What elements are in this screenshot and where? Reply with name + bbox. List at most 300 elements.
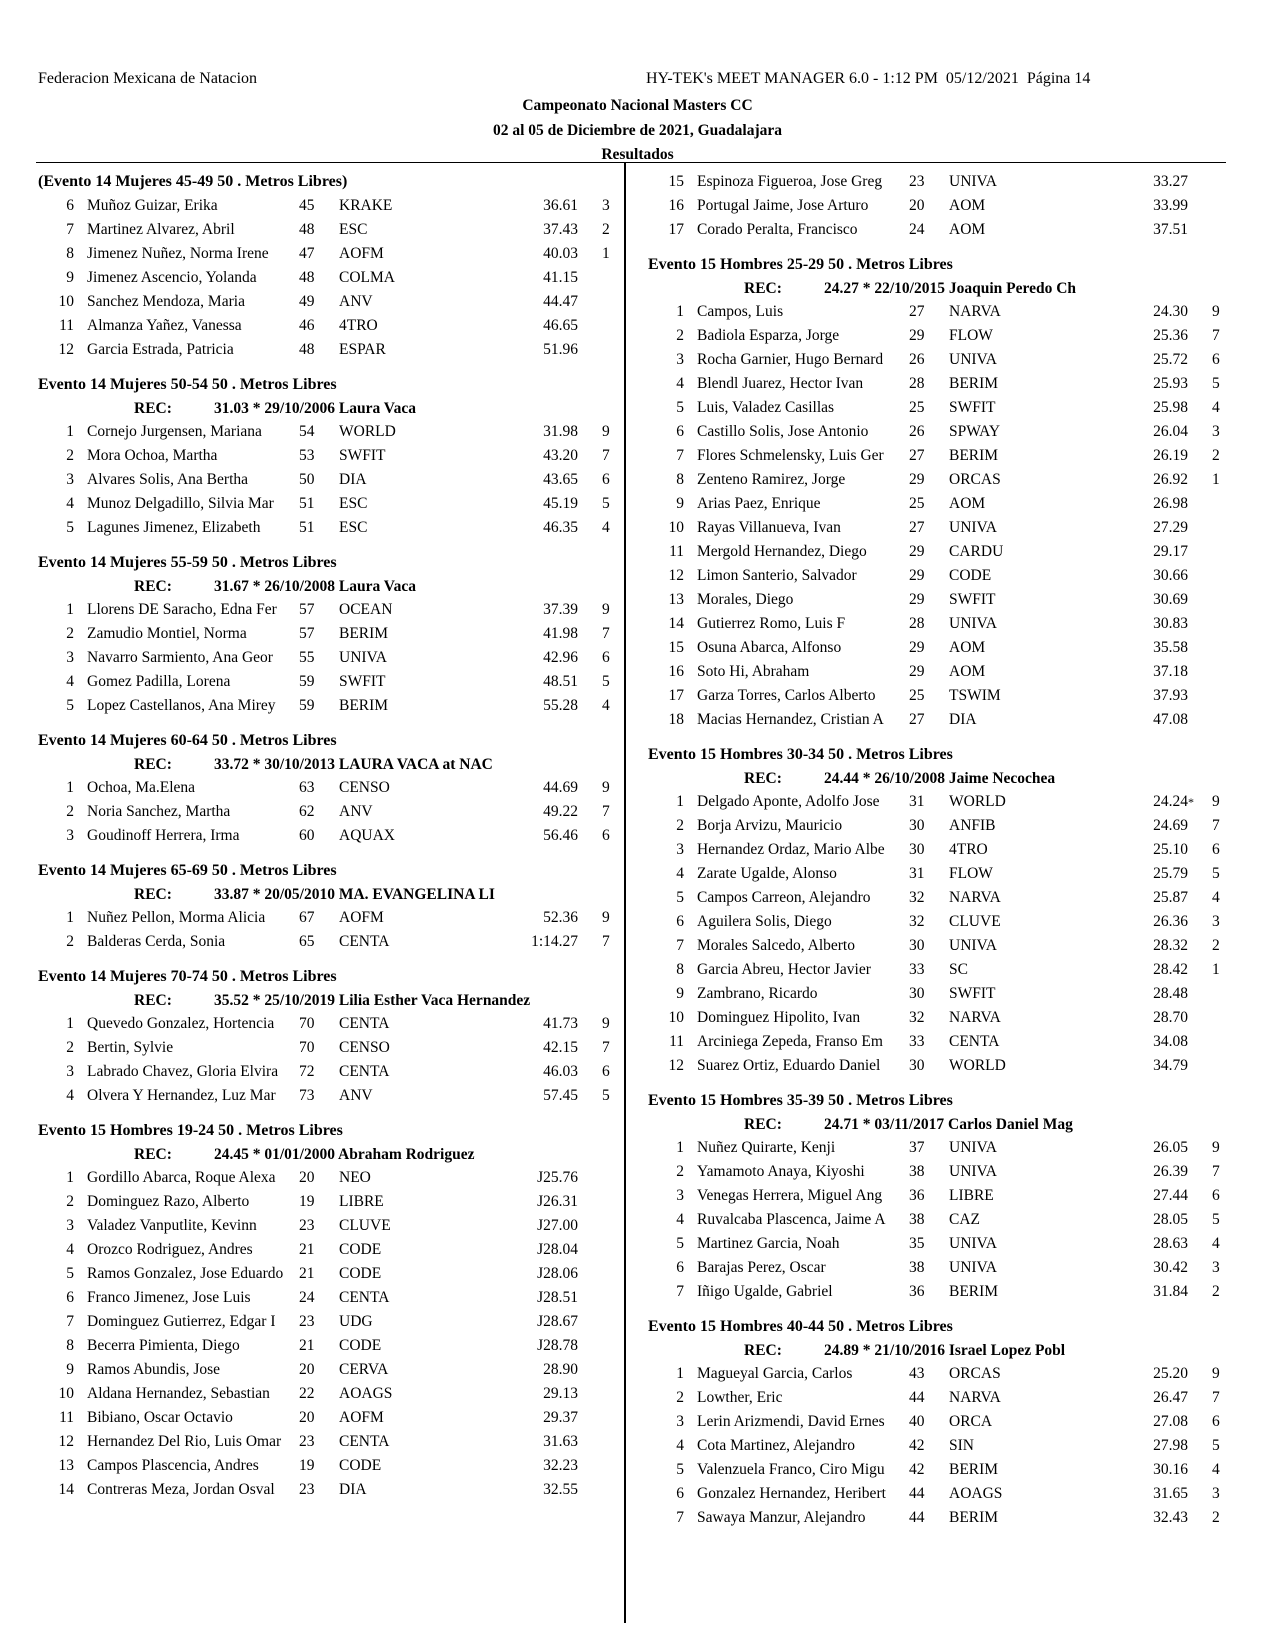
team: AOM [949, 221, 986, 238]
swimmer-name: Lerin Arizmendi, David Ernes [697, 1413, 885, 1430]
age: 27 [909, 303, 925, 320]
final-time: 27.98 [1153, 1437, 1188, 1454]
age: 30 [909, 985, 925, 1002]
event-block [648, 170, 1228, 242]
place: 5 [676, 889, 684, 906]
place: 10 [58, 1385, 74, 1402]
team: CLUVE [339, 1217, 391, 1234]
final-time: 26.04 [1153, 423, 1188, 440]
age: 27 [909, 519, 925, 536]
final-time: 31.65 [1153, 1485, 1188, 1502]
place: 5 [66, 697, 74, 714]
result-row [648, 1362, 1228, 1386]
result-row [38, 218, 618, 242]
team: DIA [339, 1481, 367, 1498]
place: 2 [676, 1389, 684, 1406]
event-block [648, 253, 1228, 732]
age: 33 [909, 961, 925, 978]
place: 16 [668, 663, 684, 680]
team: BERIM [339, 625, 389, 642]
record-label: REC: [134, 578, 172, 595]
place: 7 [676, 1283, 684, 1300]
points: 7 [602, 447, 610, 464]
place: 15 [668, 173, 684, 190]
result-row [38, 468, 618, 492]
swimmer-name: Rayas Villanueva, Ivan [697, 519, 841, 536]
place: 13 [668, 591, 684, 608]
record-label: REC: [134, 400, 172, 417]
age: 51 [299, 495, 315, 512]
record-line [648, 767, 1228, 790]
place: 4 [676, 1211, 684, 1228]
final-time: 44.47 [543, 293, 578, 310]
age: 70 [299, 1015, 315, 1032]
place: 2 [66, 1193, 74, 1210]
result-row [648, 170, 1228, 194]
age: 38 [909, 1259, 925, 1276]
team: UNIVA [949, 351, 997, 368]
final-time: 31.98 [543, 423, 578, 440]
swimmer-name: Bibiano, Oscar Octavio [87, 1409, 233, 1426]
swimmer-name: Luis, Valadez Casillas [697, 399, 835, 416]
swimmer-name: Osuna Abarca, Alfonso [697, 639, 842, 656]
points: 2 [1212, 1509, 1220, 1526]
result-row [648, 958, 1228, 982]
team: CODE [339, 1337, 382, 1354]
place: 8 [676, 471, 684, 488]
event-title: Evento 15 Hombres 25-29 50 . Metros Libres [648, 256, 953, 273]
result-row [38, 242, 618, 266]
place: 14 [58, 1481, 74, 1498]
age: 44 [909, 1485, 925, 1502]
points: 7 [602, 1039, 610, 1056]
final-time: 25.87 [1153, 889, 1188, 906]
age: 38 [909, 1163, 925, 1180]
team: NARVA [949, 1009, 1001, 1026]
age: 20 [299, 1361, 315, 1378]
swimmer-name: Iñigo Ugalde, Gabriel [697, 1283, 833, 1300]
final-time: 30.69 [1153, 591, 1188, 608]
final-time: 29.37 [543, 1409, 578, 1426]
final-time: 24.69 [1153, 817, 1188, 834]
result-row [38, 1012, 618, 1036]
age: 29 [909, 663, 925, 680]
place: 12 [58, 1433, 74, 1450]
event-title: Evento 14 Mujeres 65-69 50 . Metros Libres [38, 862, 337, 879]
age: 59 [299, 697, 315, 714]
age: 46 [299, 317, 315, 334]
place: 3 [66, 649, 74, 666]
swimmer-name: Lopez Castellanos, Ana Mirey [87, 697, 276, 714]
place: 4 [66, 1087, 74, 1104]
record-label: REC: [744, 1342, 782, 1359]
place: 4 [66, 495, 74, 512]
header-divider [36, 162, 1226, 163]
swimmer-name: Contreras Meza, Jordan Osval [87, 1481, 275, 1498]
place: 2 [66, 625, 74, 642]
swimmer-name: Almanza Yañez, Vanessa [87, 317, 242, 334]
result-row [648, 1458, 1228, 1482]
team: BERIM [339, 697, 389, 714]
final-time: 27.29 [1153, 519, 1188, 536]
points: 7 [1212, 1389, 1220, 1406]
result-row [38, 266, 618, 290]
team: AOAGS [949, 1485, 1003, 1502]
final-time: 25.93 [1153, 375, 1188, 392]
team: LIBRE [949, 1187, 994, 1204]
place: 7 [676, 1509, 684, 1526]
place: 1 [66, 779, 74, 796]
swimmer-name: Mora Ochoa, Martha [87, 447, 218, 464]
points: 1 [1212, 471, 1220, 488]
record-marker: * [1188, 795, 1194, 809]
place: 11 [669, 1033, 684, 1050]
team: AOAGS [339, 1385, 393, 1402]
result-row [648, 468, 1228, 492]
age: 42 [909, 1461, 925, 1478]
team: CENTA [339, 1433, 390, 1450]
age: 59 [299, 673, 315, 690]
result-row [38, 1190, 618, 1214]
team: ORCAS [949, 1365, 1001, 1382]
swimmer-name: Limon Santerio, Salvador [697, 567, 857, 584]
place: 7 [676, 447, 684, 464]
final-time: 41.73 [543, 1015, 578, 1032]
event-title: Evento 14 Mujeres 55-59 50 . Metros Libres [38, 554, 337, 571]
points: 4 [602, 697, 610, 714]
team: BERIM [949, 1461, 999, 1478]
swimmer-name: Sawaya Manzur, Alejandro [697, 1509, 866, 1526]
final-time: 57.45 [543, 1087, 578, 1104]
swimmer-name: Campos Carreon, Alejandro [697, 889, 871, 906]
result-row [648, 814, 1228, 838]
place: 4 [676, 375, 684, 392]
swimmer-name: Jimenez Nuñez, Norma Irene [87, 245, 269, 262]
swimmer-name: Lowther, Eric [697, 1389, 783, 1406]
final-time: 32.55 [543, 1481, 578, 1498]
team: NARVA [949, 303, 1001, 320]
final-time: 32.23 [543, 1457, 578, 1474]
team: FLOW [949, 865, 993, 882]
result-row [648, 1184, 1228, 1208]
age: 20 [299, 1169, 315, 1186]
age: 21 [299, 1337, 315, 1354]
event-block [38, 170, 618, 362]
result-row [38, 1478, 618, 1502]
age: 44 [909, 1509, 925, 1526]
final-time: 51.96 [543, 341, 578, 358]
age: 38 [909, 1211, 925, 1228]
place: 6 [66, 197, 74, 214]
result-row [648, 1208, 1228, 1232]
place: 12 [668, 567, 684, 584]
age: 25 [909, 495, 925, 512]
swimmer-name: Balderas Cerda, Sonia [87, 933, 226, 950]
age: 32 [909, 913, 925, 930]
age: 26 [909, 423, 925, 440]
swimmer-name: Campos Plascencia, Andres [87, 1457, 259, 1474]
swimmer-name: Gutierrez Romo, Luis F [697, 615, 846, 632]
team: NARVA [949, 889, 1001, 906]
place: 1 [676, 303, 684, 320]
result-row [648, 396, 1228, 420]
swimmer-name: Mergold Hernandez, Diego [697, 543, 867, 560]
team: ORCAS [949, 471, 1001, 488]
team: 4TRO [339, 317, 378, 334]
result-row [38, 516, 618, 540]
team: CODE [339, 1265, 382, 1282]
points: 9 [602, 423, 610, 440]
swimmer-name: Valenzuela Franco, Ciro Migu [697, 1461, 885, 1478]
points: 2 [1212, 447, 1220, 464]
record-label: REC: [134, 1146, 172, 1163]
final-time: 35.58 [1153, 639, 1188, 656]
place: 5 [66, 1265, 74, 1282]
points: 9 [1212, 1365, 1220, 1382]
team: CLUVE [949, 913, 1001, 930]
swimmer-name: Corado Peralta, Francisco [697, 221, 858, 238]
result-row [38, 1382, 618, 1406]
final-time: 30.16 [1153, 1461, 1188, 1478]
team: SWFIT [949, 985, 996, 1002]
right-column [648, 170, 1228, 1541]
age: 50 [299, 471, 315, 488]
result-row [38, 1358, 618, 1382]
age: 45 [299, 197, 315, 214]
record-label: REC: [134, 886, 172, 903]
final-time: 47.08 [1153, 711, 1188, 728]
team: ORCA [949, 1413, 993, 1430]
team: AOM [949, 197, 986, 214]
points: 5 [602, 495, 610, 512]
place: 3 [676, 1413, 684, 1430]
age: 25 [909, 399, 925, 416]
age: 47 [299, 245, 315, 262]
points: 4 [1212, 889, 1220, 906]
team: BERIM [949, 1283, 999, 1300]
result-row [38, 1214, 618, 1238]
place: 1 [66, 909, 74, 926]
age: 20 [299, 1409, 315, 1426]
swimmer-name: Ramos Gonzalez, Jose Eduardo [87, 1265, 284, 1282]
record-label: REC: [134, 756, 172, 773]
result-row [38, 1036, 618, 1060]
swimmer-name: Ochoa, Ma.Elena [87, 779, 196, 796]
result-row [648, 564, 1228, 588]
result-row [648, 862, 1228, 886]
final-time: 45.19 [543, 495, 578, 512]
team: AOFM [339, 245, 384, 262]
final-time: 37.43 [543, 221, 578, 238]
result-row [38, 906, 618, 930]
event-block [38, 965, 618, 1108]
final-time: 48.51 [543, 673, 578, 690]
record-label: REC: [744, 1116, 782, 1133]
age: 70 [299, 1039, 315, 1056]
final-time: 34.08 [1153, 1033, 1188, 1050]
team: BERIM [949, 375, 999, 392]
event-title: (Evento 14 Mujeres 45-49 50 . Metros Libres) [38, 173, 348, 190]
team: AOM [949, 663, 986, 680]
age: 21 [299, 1241, 315, 1258]
points: 4 [1212, 399, 1220, 416]
record-line [38, 397, 618, 420]
swimmer-name: Portugal Jaime, Jose Arturo [697, 197, 869, 214]
final-time: 26.36 [1153, 913, 1188, 930]
place: 1 [66, 1015, 74, 1032]
swimmer-name: Borja Arvizu, Mauricio [697, 817, 843, 834]
points: 9 [602, 779, 610, 796]
final-time: 25.72 [1153, 351, 1188, 368]
team: ANV [339, 293, 373, 310]
age: 20 [909, 197, 925, 214]
place: 15 [668, 639, 684, 656]
final-time: 37.39 [543, 601, 578, 618]
age: 37 [909, 1139, 925, 1156]
event-block [38, 729, 618, 848]
record-line [38, 575, 618, 598]
result-row [38, 1406, 618, 1430]
place: 1 [676, 793, 684, 810]
event-title: Evento 15 Hombres 19-24 50 . Metros Libres [38, 1122, 343, 1139]
place: 8 [66, 245, 74, 262]
final-time: 43.65 [543, 471, 578, 488]
result-row [648, 1006, 1228, 1030]
final-time: 49.22 [543, 803, 578, 820]
place: 16 [668, 197, 684, 214]
result-row [38, 1262, 618, 1286]
final-time: J28.04 [537, 1241, 578, 1258]
result-row [648, 516, 1228, 540]
event-block [38, 551, 618, 718]
age: 23 [299, 1481, 315, 1498]
swimmer-name: Espinoza Figueroa, Jose Greg [697, 173, 883, 190]
event-block [648, 1315, 1228, 1530]
swimmer-name: Morales, Diego [697, 591, 794, 608]
age: 32 [909, 1009, 925, 1026]
swimmer-name: Martinez Garcia, Noah [697, 1235, 840, 1252]
result-row [648, 660, 1228, 684]
swimmer-name: Suarez Ortiz, Eduardo Daniel [697, 1057, 881, 1074]
team: CARDU [949, 543, 1004, 560]
place: 9 [66, 1361, 74, 1378]
team: AOFM [339, 1409, 384, 1426]
swimmer-name: Ramos Abundis, Jose [87, 1361, 221, 1378]
team: UNIVA [949, 173, 997, 190]
points: 5 [1212, 375, 1220, 392]
result-row [648, 588, 1228, 612]
result-row [38, 338, 618, 362]
place: 11 [59, 317, 74, 334]
points: 9 [1212, 1139, 1220, 1156]
event-title: Evento 15 Hombres 40-44 50 . Metros Libres [648, 1318, 953, 1335]
swimmer-name: Olvera Y Hernandez, Luz Mar [87, 1087, 276, 1104]
record-text: 33.72 * 30/10/2013 LAURA VACA at NAC [214, 756, 493, 773]
team: UNIVA [949, 1235, 997, 1252]
points: 7 [1212, 817, 1220, 834]
swimmer-name: Garcia Abreu, Hector Javier [697, 961, 871, 978]
team: CAZ [949, 1211, 980, 1228]
place: 3 [66, 827, 74, 844]
result-row [648, 218, 1228, 242]
points: 1 [602, 245, 610, 262]
place: 2 [676, 817, 684, 834]
team: ESPAR [339, 341, 386, 358]
place: 5 [66, 519, 74, 536]
points: 2 [602, 221, 610, 238]
swimmer-name: Cota Martinez, Alejandro [697, 1437, 855, 1454]
points: 6 [1212, 1187, 1220, 1204]
age: 35 [909, 1235, 925, 1252]
team: AQUAX [339, 827, 395, 844]
place: 18 [668, 711, 684, 728]
age: 32 [909, 889, 925, 906]
result-row [648, 194, 1228, 218]
team: DIA [339, 471, 367, 488]
final-time: 41.15 [543, 269, 578, 286]
swimmer-name: Campos, Luis [697, 303, 784, 320]
meet-dates-location: 02 al 05 de Diciembre de 2021, Guadalajara [492, 122, 783, 139]
swimmer-name: Soto Hi, Abraham [697, 663, 810, 680]
result-row [38, 1238, 618, 1262]
points: 7 [602, 625, 610, 642]
place: 17 [668, 221, 684, 238]
record-text: 35.52 * 25/10/2019 Lilia Esther Vaca Hernandez [214, 992, 531, 1009]
age: 25 [909, 687, 925, 704]
result-row [38, 1060, 618, 1084]
swimmer-name: Arias Paez, Enrique [697, 495, 821, 512]
swimmer-name: Magueyal Garcia, Carlos [697, 1365, 853, 1382]
place: 10 [58, 293, 74, 310]
record-line [648, 1339, 1228, 1362]
result-row [648, 790, 1228, 814]
place: 2 [676, 1163, 684, 1180]
final-time: 55.28 [543, 697, 578, 714]
age: 44 [909, 1389, 925, 1406]
final-time: J25.76 [537, 1169, 578, 1186]
final-time: 26.19 [1153, 447, 1188, 464]
result-row [648, 886, 1228, 910]
final-time: 26.39 [1153, 1163, 1188, 1180]
age: 53 [299, 447, 315, 464]
result-row [648, 612, 1228, 636]
age: 27 [909, 447, 925, 464]
points: 7 [1212, 1163, 1220, 1180]
age: 72 [299, 1063, 315, 1080]
final-time: 25.20 [1153, 1365, 1188, 1382]
team: CENTA [339, 1289, 390, 1306]
event-title: Evento 15 Hombres 35-39 50 . Metros Libres [648, 1092, 953, 1109]
place: 3 [66, 1063, 74, 1080]
swimmer-name: Zamudio Montiel, Norma [87, 625, 247, 642]
points: 7 [602, 803, 610, 820]
place: 5 [676, 1461, 684, 1478]
team: DIA [949, 711, 977, 728]
swimmer-name: Delgado Aponte, Adolfo Jose [697, 793, 880, 810]
age: 22 [299, 1385, 315, 1402]
age: 43 [909, 1365, 925, 1382]
result-row [648, 420, 1228, 444]
result-row [38, 1334, 618, 1358]
team: AOM [949, 639, 986, 656]
swimmer-name: Labrado Chavez, Gloria Elvira [87, 1063, 279, 1080]
points: 2 [1212, 1283, 1220, 1300]
age: 29 [909, 567, 925, 584]
swimmer-name: Dominguez Hipolito, Ivan [697, 1009, 861, 1026]
points: 3 [602, 197, 610, 214]
age: 24 [299, 1289, 315, 1306]
result-row [38, 598, 618, 622]
